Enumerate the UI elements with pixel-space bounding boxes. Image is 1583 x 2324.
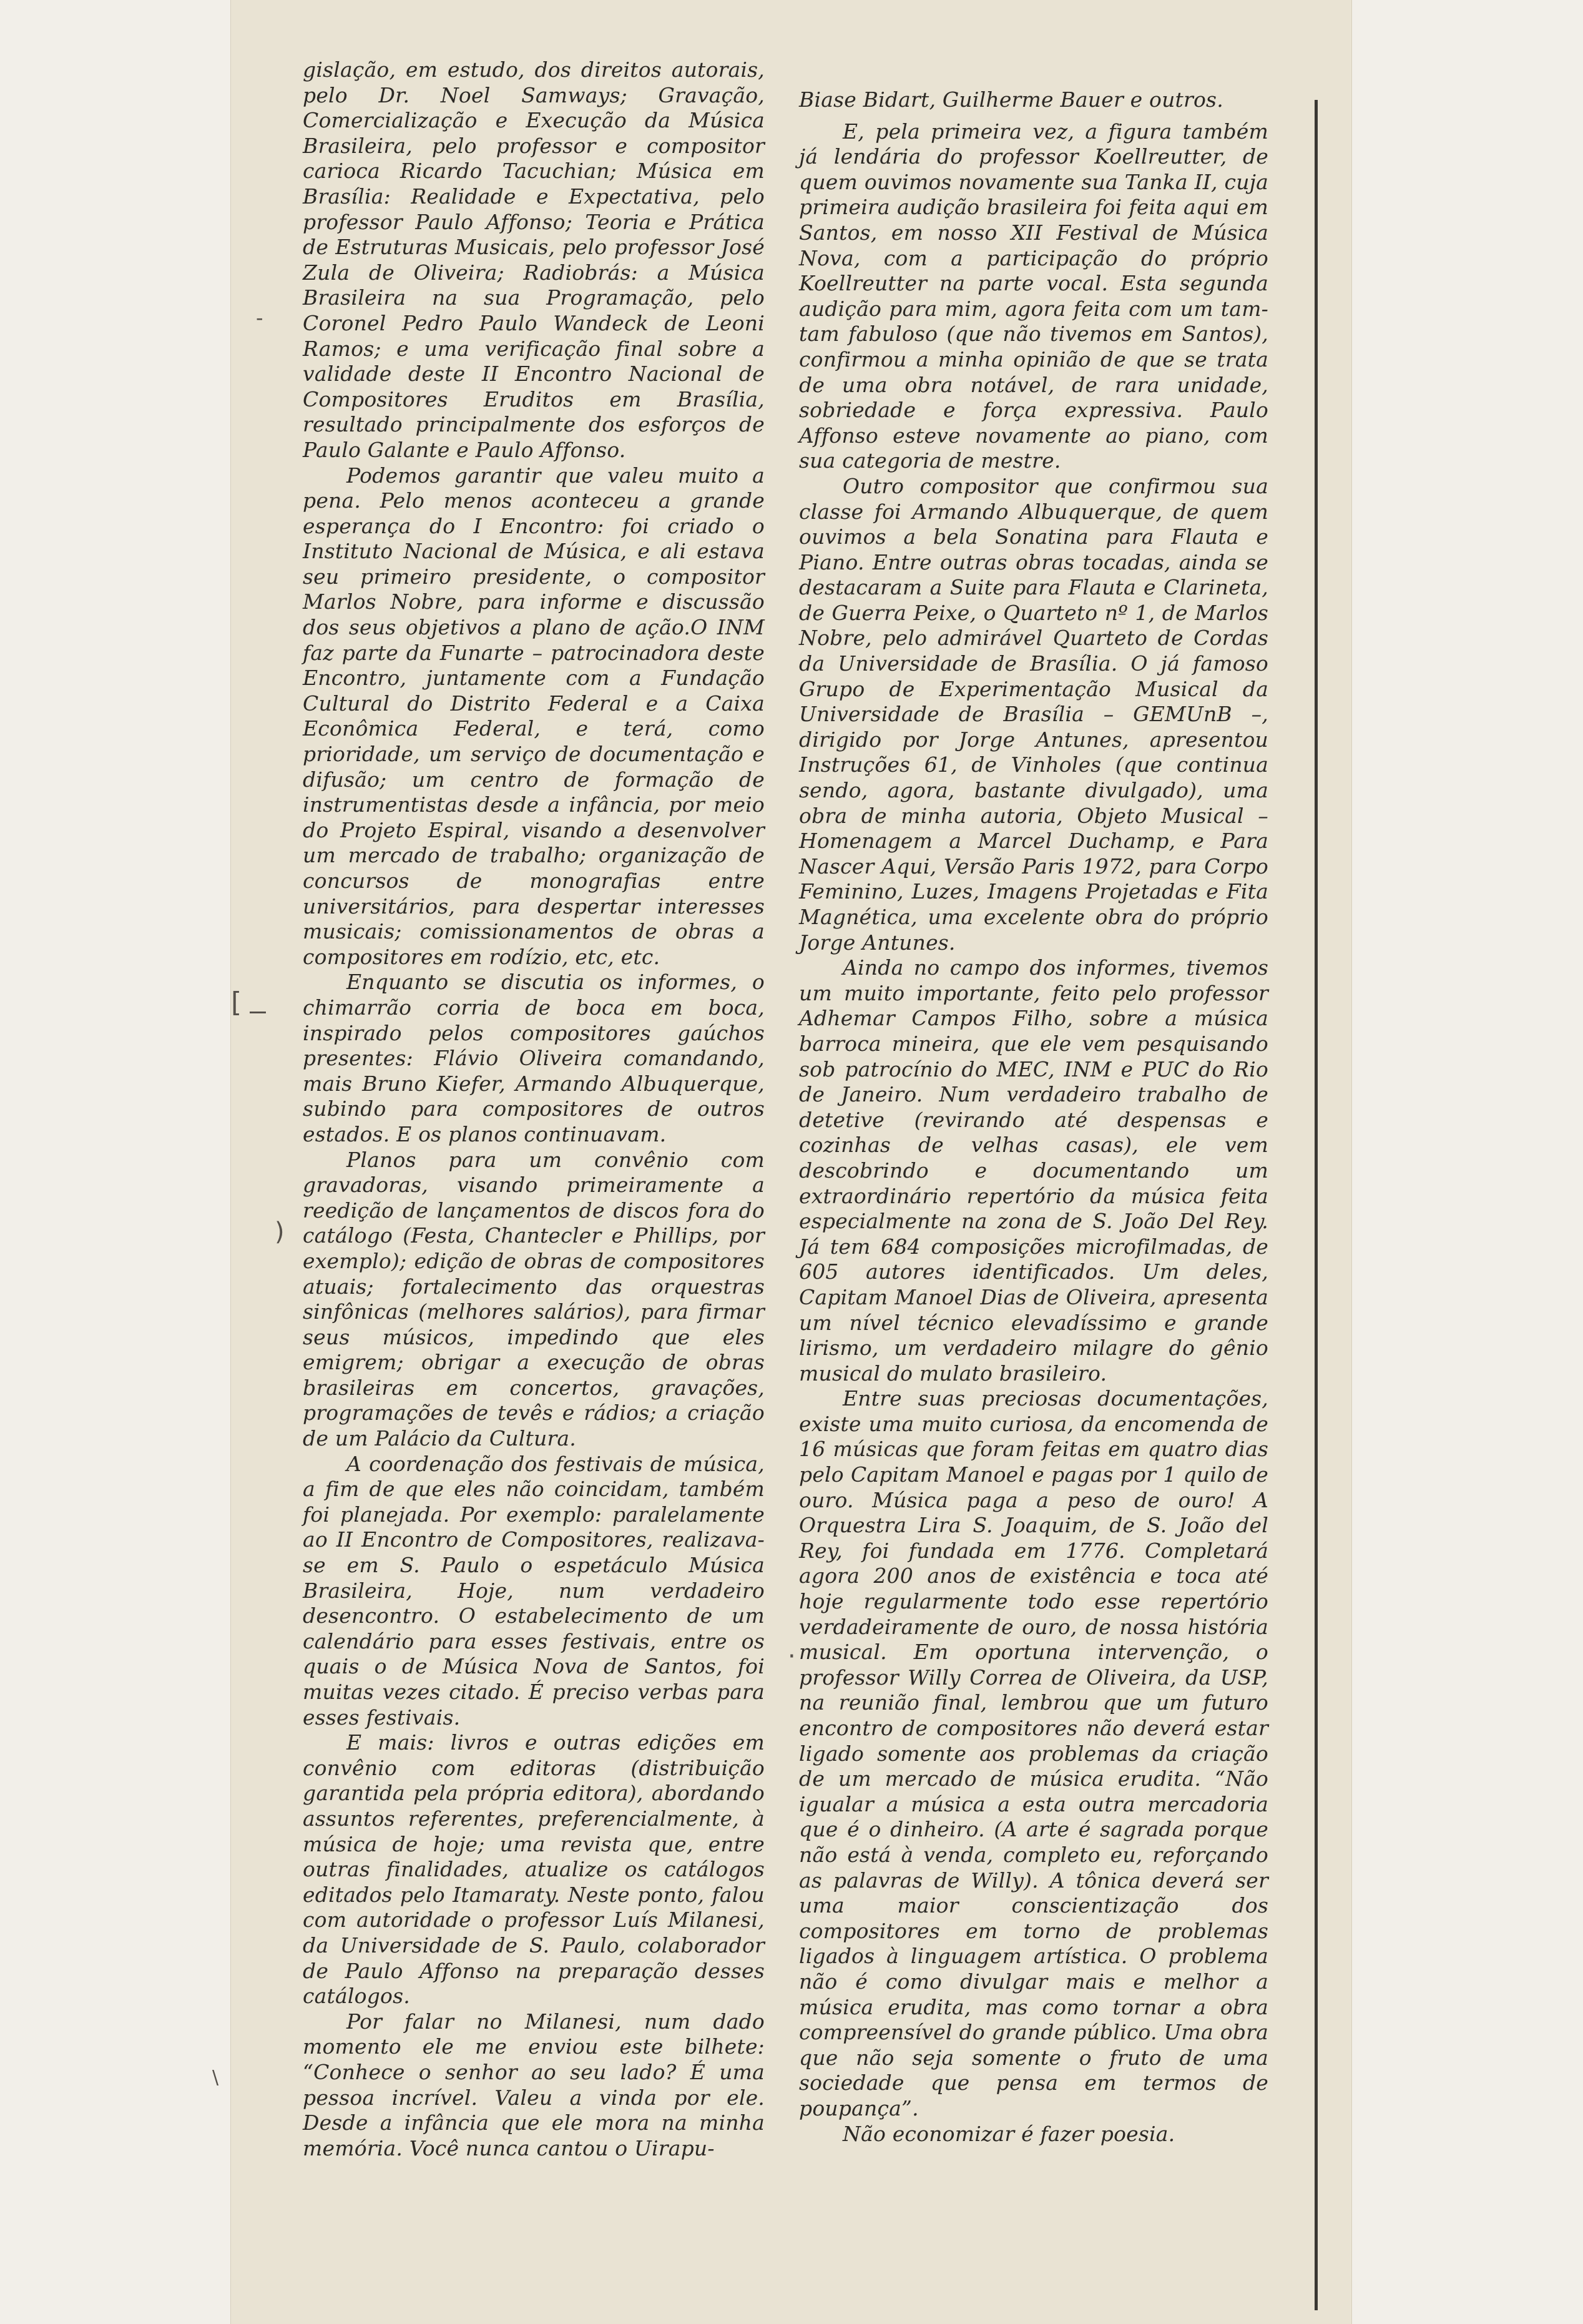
paragraph: Não economizar é fazer poesia. [843, 2121, 1175, 2146]
paragraph: E, pela primeira vez, a figura também já lendária do professor Koellreutter, de quem ouvimos novamente sua Tanka II, cuja primeira audição brasileira foi feita aqui em Santos, em nosso XII Festival de Música Nova, com a participação do próprio Koellreutter na parte vocal. Esta segunda audição para mim, agora feita com um tam-tam fabuloso (que não tivemos em Santos), confirmou a minha opinião de que se trata de uma obra notável, de rara unidade, sobriedade e força expressiva. Paulo Affonso esteve novamente ao piano, com sua categoria de mestre. [799, 119, 1268, 473]
margin-small-mark: \ [212, 2067, 219, 2089]
margin-paren-mark: ) [275, 1218, 285, 1246]
paragraph: Biase Bidart, Guilherme Bauer e outros. [799, 87, 1223, 112]
paragraph: Planos para um convênio com gravadoras, visando primeiramente a reedição de lançamentos de discos fora do catálogo (Festa, Chantecler e Phillips, por exemplo); edição de obras de compositores atuais; fortalecimento das orquestras sinfônicas (melhores salários), para firmar seus músicos, impedindo que eles emigrem; obrigar a execução de obras brasileiras em concertos, gravações, programações de tevês e rádios; a criação de um Palácio da Cultura. [303, 1147, 765, 1451]
column-rule [1315, 100, 1318, 2310]
paragraph: Enquanto se discutia os informes, o chimarrão corria de boca em boca, inspirado pelos compositores gaúchos presentes: Flávio Oliveira comandando, mais Bruno Kiefer, Armando Albuquerque, subindo para compositores de outros estados. E os planos continuavam. [303, 970, 765, 1146]
left-column [303, 57, 765, 2161]
margin-tick [250, 1012, 266, 1013]
paragraph: Podemos garantir que valeu muito a pena. Pelo menos aconteceu a grande esperança do I Encontro: foi criado o Instituto Nacional de Música, e ali estava seu primeiro presidente, o compositor Marlos Nobre, para informe e discussão dos seus objetivos a plano de ação.O INM faz parte da Funarte – patrocinadora deste Encontro, juntamente com a Fundação Cultural do Distrito Federal e a Caixa Econômica Federal, e terá, como prioridade, um serviço de documentação e difusão; um centro de formação de instrumentistas desde a infância, por meio do Projeto Espiral, visando a desenvolver um mercado de trabalho; organização de concursos de monografias entre universitários, para despertar interesses musicais; comissionamentos de obras a compositores em rodízio, etc, etc. [303, 463, 765, 969]
paragraph: Por falar no Milanesi, num dado momento ele me enviou este bilhete: “Conhece o senhor ao seu lado? É uma pessoa incrível. Valeu a vinda por ele. Desde a infância que ele mora na minha memória. Você nunca cantou o Uirapu- [303, 2009, 765, 2160]
paragraph: gislação, em estudo, dos direitos autorais, pelo Dr. Noel Samways; Gravação, Comercialização e Execução da Música Brasileira, pelo professor e compositor carioca Ricardo Tacuchian; Música em Brasília: Realidade e Expectativa, pelo professor Paulo Affonso; Teoria e Prática de Estruturas Musicais, pelo professor José Zula de Oliveira; Radiobrás: a Música Brasileira na sua Programação, pelo Coronel Pedro Paulo Wandeck de Leoni Ramos; e uma verificação final sobre a validade deste II Encontro Nacional de Compositores Eruditos em Brasília, resultado principalmente dos esforços de Paulo Galante e Paulo Affonso. [303, 57, 765, 462]
right-column [799, 87, 1268, 2147]
paragraph: E mais: livros e outras edições em convênio com editoras (distribuição garantida pela própria editora), abordando assuntos referentes, preferencialmente, à música de hoje; uma revista que, entre outras finalidades, atualize os catálogos editados pelo Itamaraty. Neste ponto, falou com autoridade o professor Luís Milanesi, da Universidade de S. Paulo, colaborador de Paulo Affonso na preparação desses catálogos. [303, 1730, 765, 2009]
margin-dot-mark: · [788, 1642, 796, 1671]
margin-dash-mark: - [256, 306, 263, 330]
paragraph: Ainda no campo dos informes, tivemos um muito importante, feito pelo professor Adhemar Campos Filho, sobre a música barroca mineira, que ele vem pesquisando sob patrocínio do MEC, INM e PUC do Rio de Janeiro. Num verdadeiro trabalho de detetive (revirando até despensas e cozinhas de velhas casas), ele vem descobrindo e documentando um extraordinário repertório da música feita especialmente na zona de S. João Del Rey. Já tem 684 composições microfilmadas, de 605 autores identificados. Um deles, Capitam Manoel Dias de Oliveira, apresenta um nível técnico elevadíssimo e grande lirismo, um verdadeiro milagre do gênio musical do mulato brasileiro. [799, 955, 1268, 1386]
paragraph: Outro compositor que confirmou sua classe foi Armando Albuquerque, de quem ouvimos a bela Sonatina para Flauta e Piano. Entre outras obras tocadas, ainda se destacaram a Suite para Flauta e Clarineta, de Guerra Peixe, o Quarteto nº 1, de Marlos Nobre, pelo admirável Quarteto de Cordas da Universidade de Brasília. O já famoso Grupo de Experimentação Musical da Universidade de Brasília – GEMUnB –, dirigido por Jorge Antunes, apresentou Instruções 61, de Vinholes (que continua sendo, agora, bastante divulgado), uma obra de minha autoria, Objeto Musical – Homenagem a Marcel Duchamp, e Para Nascer Aqui, Versão Paris 1972, para Corpo Feminino, Luzes, Imagens Projetadas e Fita Magnética, uma excelente obra do próprio Jorge Antunes. [799, 473, 1268, 955]
margin-bracket-mark: [ [231, 987, 242, 1018]
paragraph: A coordenação dos festivais de música, a fim de que eles não coincidam, também foi planejada. Por exemplo: paralelamente ao II Encontro de Compositores, realizava-se em S. Paulo o espetáculo Música Brasileira, Hoje, num verdadeiro desencontro. O estabelecimento de um calendário para esses festivais, entre os quais o de Música Nova de Santos, foi muitas vezes citado. É preciso verbas para esses festivais. [303, 1451, 765, 1730]
paragraph: Entre suas preciosas documentações, existe uma muito curiosa, da encomenda de 16 músicas que foram feitas em quatro dias pelo Capitam Manoel e pagas por 1 quilo de ouro. Música paga a peso de ouro! A Orquestra Lira S. Joaquim, de S. João del Rey, foi fundada em 1776. Completará agora 200 anos de existência e toca até hoje regularmente todo esse repertório verdadeiramente de ouro, de nossa história musical. Em oportuna intervenção, o professor Willy Correa de Oliveira, da USP, na reunião final, lembrou que um futuro encontro de compositores não deverá estar ligado somente aos problemas da criação de um mercado de música erudita. “Não igualar a música a esta outra mercadoria que é o dinheiro. (A arte é sagrada porque não está à venda, completo eu, reforçando as palavras de Willy). A tônica deverá ser uma maior conscientização dos compositores em torno de problemas ligados à linguagem artística. O problema não é como divulgar mais e melhor a música erudita, mas como tornar a obra compreensível do grande público. Uma obra que não seja somente o fruto de uma sociedade que pensa em termos de poupança”. [799, 1386, 1268, 2120]
